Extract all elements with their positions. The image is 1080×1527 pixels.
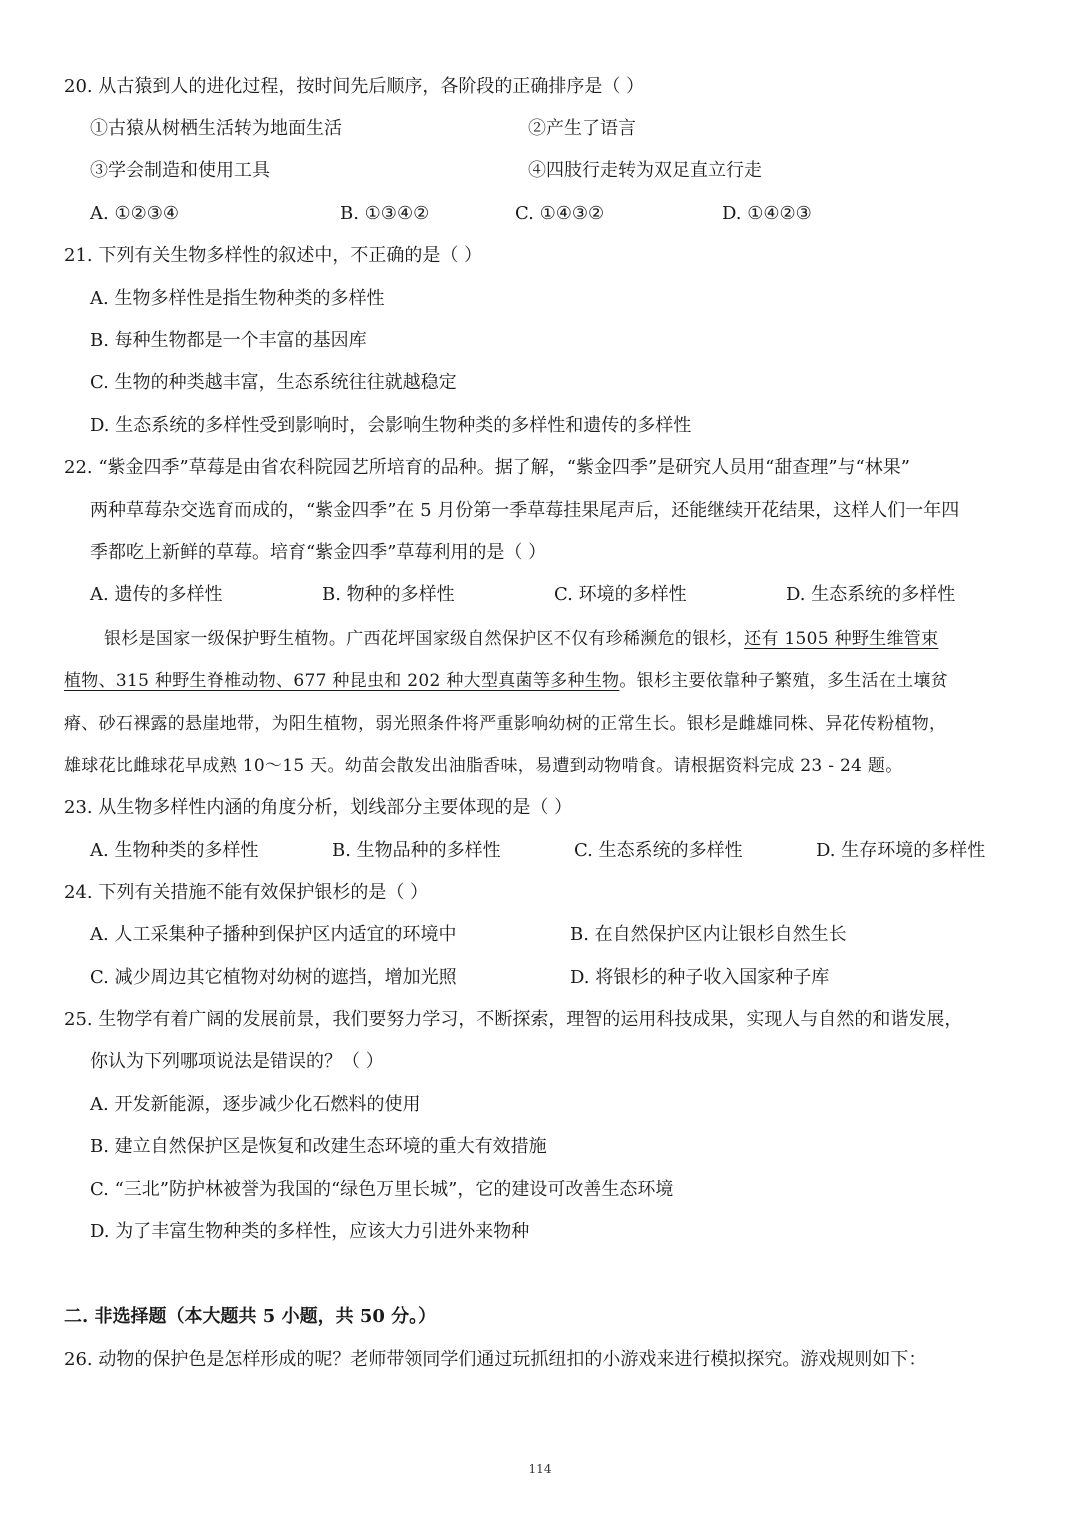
q21-stem: 21. 下列有关生物多样性的叙述中，不正确的是（ ） (64, 245, 483, 266)
page-number: 114 (528, 1462, 552, 1476)
q22-option-c: C. 环境的多样性 (554, 584, 687, 605)
q24-option-d: D. 将银杉的种子收入国家种子库 (570, 967, 830, 988)
q20-item-3: ③学会制造和使用工具 (90, 160, 270, 181)
q21-option-d: D. 生态系统的多样性受到影响时，会影响生物种类的多样性和遗传的多样性 (90, 415, 692, 436)
q26-stem: 26. 动物的保护色是怎样形成的呢？老师带领同学们通过玩抓纽扣的小游戏来进行模拟探究。游戏规则如下： (64, 1349, 927, 1370)
q20-option-d: D. ①④②③ (722, 203, 812, 224)
q23-option-a: A. 生物种类的多样性 (90, 840, 259, 861)
material-underlined-text: 植物、315 种野生脊椎动物、677 种昆虫和 202 种大型真菌等多种生物 (64, 671, 620, 691)
q22-option-a: A. 遗传的多样性 (90, 584, 223, 605)
material-text: 银杉是国家一级保护野生植物。广西花坪国家级自然保护区不仅有珍稀濒危的银杉， (104, 629, 745, 649)
q23-option-b: B. 生物品种的多样性 (332, 840, 501, 861)
material-line-2 (64, 668, 948, 694)
q24-stem: 24. 下列有关措施不能有效保护银杉的是（ ） (64, 882, 429, 903)
q21-option-c: C. 生物的种类越丰富，生态系统往往就越稳定 (90, 372, 457, 393)
q20-option-a: A. ①②③④ (90, 203, 179, 224)
material-line-3: 瘠、砂石裸露的悬崖地带，为阳生植物，弱光照条件将严重影响幼树的正常生长。银杉是雌雄同株、异花传粉植物， (64, 714, 947, 734)
q22-line-2: 两种草莓杂交选育而成的，“紫金四季”在 5 月份第一季草莓挂果尾声后，还能继续开花结果，这样人们一年四 (90, 500, 960, 521)
q22-line-1: 22. “紫金四季”草莓是由省农科院园艺所培育的品种。据了解，“紫金四季”是研究人员用“甜查理”与“林果” (64, 457, 910, 478)
q25-option-c: C. “三北”防护林被誉为我国的“绿色万里长城”，它的建设可改善生态环境 (90, 1179, 674, 1200)
q20-item-2: ②产生了语言 (528, 118, 636, 139)
section-2-heading: 二. 非选择题（本大题共 5 小题，共 50 分。） (64, 1306, 437, 1327)
q21-option-b: B. 每种生物都是一个丰富的基因库 (90, 330, 367, 351)
q20-item-1: ①古猿从树栖生活转为地面生活 (90, 118, 342, 139)
q21-option-a: A. 生物多样性是指生物种类的多样性 (90, 288, 385, 309)
q20-stem: 20. 从古猿到人的进化过程，按时间先后顺序，各阶段的正确排序是（ ） (64, 76, 645, 97)
q23-option-d: D. 生存环境的多样性 (816, 840, 986, 861)
q25-option-b: B. 建立自然保护区是恢复和改建生态环境的重大有效措施 (90, 1136, 547, 1157)
q24-option-c: C. 减少周边其它植物对幼树的遮挡，增加光照 (90, 967, 457, 988)
q23-option-c: C. 生态系统的多样性 (574, 840, 743, 861)
q22-option-d: D. 生态系统的多样性 (786, 584, 956, 605)
material-line-4: 雄球花比雌球花早成熟 10～15 天。幼苗会散发出油脂香味，易遭到动物啃食。请根据资料完成 23 - 24 题。 (64, 756, 903, 776)
q20-option-c: C. ①④③② (515, 203, 605, 224)
q24-option-b: B. 在自然保护区内让银杉自然生长 (570, 924, 847, 945)
q24-option-a: A. 人工采集种子播种到保护区内适宜的环境中 (90, 924, 457, 945)
q25-line-2: 你认为下列哪项说法是错误的？（ ） (90, 1051, 384, 1072)
q22-option-b: B. 物种的多样性 (322, 584, 455, 605)
q20-option-b: B. ①③④② (340, 203, 430, 224)
q25-option-d: D. 为了丰富生物种类的多样性，应该大力引进外来物种 (90, 1221, 530, 1242)
q25-option-a: A. 开发新能源，逐步减少化石燃料的使用 (90, 1094, 421, 1115)
q20-item-4: ④四肢行走转为双足直立行走 (528, 160, 762, 181)
q23-stem: 23. 从生物多样性内涵的角度分析，划线部分主要体现的是（ ） (64, 797, 573, 818)
material-line-1 (104, 626, 938, 652)
material-underlined-text: 还有 1505 种野生维管束 (744, 629, 939, 649)
q22-line-3: 季都吃上新鲜的草莓。培育“紫金四季”草莓利用的是（ ） (90, 542, 547, 563)
material-text: 。银杉主要依靠种子繁殖，多生活在土壤贫 (619, 671, 949, 691)
q25-line-1: 25. 生物学有着广阔的发展前景，我们要努力学习，不断探索，理智的运用科技成果，实现人与自然的和谐发展， (64, 1009, 963, 1030)
